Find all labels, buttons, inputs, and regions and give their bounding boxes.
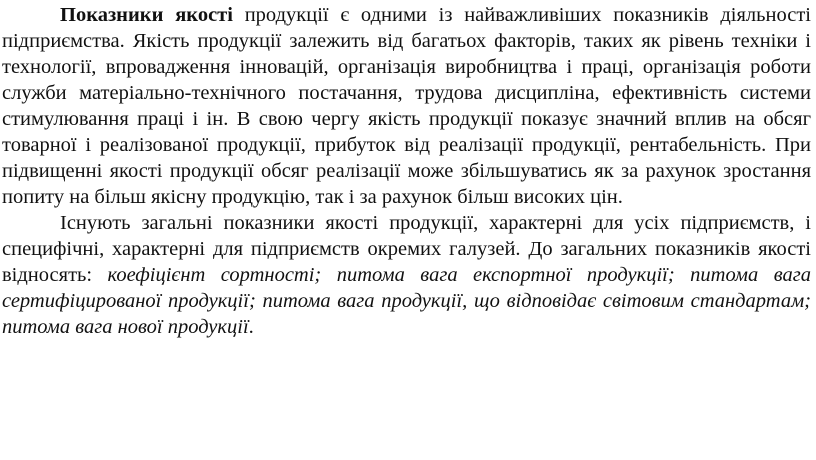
bold-term: Показники якості: [60, 4, 233, 26]
paragraph-2-end: .: [248, 316, 254, 338]
paragraph-2: [2, 210, 811, 340]
paragraph-2-text: Існують загальні показники якості продукції, характерні для усіх підприємств, і специфічні, характерні для підприємств окремих галузей. До загальних показників якості відносять:: [2, 212, 811, 286]
quality-indicators-list: коефіцієнт сортності; питома вага експортної продукції; питома вага сертифіцированої продукції; питома вага продукції, що відповідає світовим стандартам; питома вага нової продукції: [2, 264, 811, 338]
paragraph-1: [2, 2, 811, 210]
paragraph-1-text: продукції є одними із найважливіших показників діяльності підприємства. Якість продукції залежить від багатьох факторів, таких як рівень техніки і технології, впровадження інновацій, організація виробництва і праці, організація роботи служби матеріально-технічного постачання, трудова дисципліна, ефективність системи стимулювання праці і ін. В свою чергу якість продукції показує значний вплив на обсяг товарної і реалізованої продукції, прибуток від реалізації продукції, рентабельність. При підвищенні якості продукції обсяг реалізації може збільшуватись як за рахунок зростання попиту на більш якісну продукцію, так і за рахунок більш високих цін.: [2, 4, 811, 208]
